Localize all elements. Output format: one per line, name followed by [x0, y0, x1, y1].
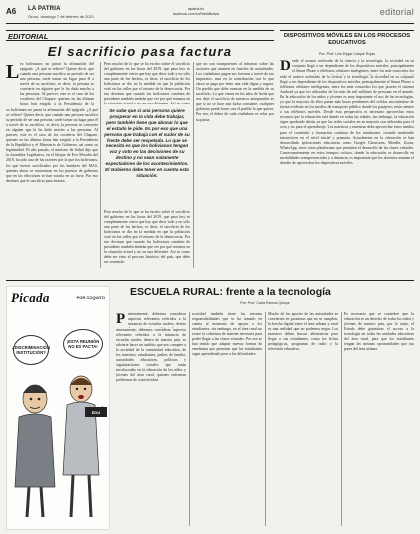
comic-strip [6, 286, 110, 530]
speech-bubble: ¡ESTA REUNIÓN NO ES PACTA! [63, 329, 103, 359]
rural-title: ESCUELA RURAL: frente a la tecnología [130, 286, 331, 298]
facebook-link[interactable]: facebook.com/LaPatriaBolivia [172, 12, 220, 16]
speech-bubble: ¿DISCRIMINACIÓN INSTITUCIÓN? [13, 335, 49, 365]
dispositivos-body: esde el avance acelerado de la ciencia y la tecnología, la sociedad en su conjunto llegó a ser dependiente de los dispositivos móviles, principalmente el Smart Phone o teléfonos celulares inteligentes, entre los más conocidos los que poseen el sistema Android ya que los utilizados de los más de mil millones de personas en el mundo. En la educación de los niños y jóvenes es muy importante el uso de las tecnologías, ya que la mayoría de ellos pasan más horas pendientes del celular, mostrándose de forma evidente en los medios de transporte público donde los pasajeros están atentos a sus teléfonos móviles. Desde esta perspectiva es necesario aprovechar estos recursos que la educación está dando en todas las edades, sin embargo, la educación sigue quedando detrás ya que las redes sociales en su mayoría son utilizadas para el ocio y no para el aprendizaje. Los maestros y maestras debe aprovechar estos medios para el contenido y formación continua de los estudiantes, creando materiales interactivos en el nivel inicial y primaria. Actualmente en la educación se han desarrollado aplicaciones educativas como Google Classroom, Moodle, Zoom, WhatsApp, entre otras plataformas que permiten el desarrollo de las clases virtuales. Consecuentemente en estos tiempos críticos, donde la educación se desarrolla en modalidades semipresenciales y a distancia, es importante que los docentes asuman el desafío de aprovechar los dispositivos móviles. [280, 75, 414, 165]
newspaper-name: LA PATRIA [28, 6, 61, 12]
dispositivos-byline: Por: Prof. Luis Edgar Calque Rojas [319, 52, 375, 56]
comic-illustration [7, 357, 111, 527]
rural-col1: rimeramente, debemos considerar aspectos relevantes referidos a la instancia de escuelas rurales, dentro de nuestro país, se advierte hacer un análisis que nos compete a la sociedad de la comunidad educativa, de los maestros, estudiantes, padres de familia, autoridades educativas, políticas y organizaciones sociales que están involucradas en la educación de los niños y jóvenes del área rural, quienes enfrentan problemas de conectividad. [116, 328, 186, 383]
editorial-col3: que no son transparentes al informar sobre las acciones que asumen en función de autoridades. Los ciudadanos pagan sus facturas a través de sus impuestos, mas en la contribución con lo que ahora se paga por tener una vida digna y segura. Un pueblo que debe avanzar en la medida de su sacrificio. Lo que vimos en los años de lucha que nos dejó el sacrificio de nuestros antepasados es que si no se hace una lucha constante, cualquier gobierno puede hacer con el pueblo lo que quiera. Por eso, el deber de cada ciudadano es velar por su patria. [196, 62, 274, 122]
editorial-pull-quote: Se sabe que si una persona quiere prosperar en la vida debe trabajar, pero también tiene que abonar lo que el estado le pide. Es por eso que una persona que trabaja con el sudor de su frente debe ser respetada. Lo que se necesita es que los bolivianos tengan voz y voto en las decisiones de su destino y no sean solamente espectadores de los acontecimientos. El Gobierno debe tener en cuenta esta situación. [104, 108, 190, 178]
rural-col4: Es necesario que se considere que la educación es un derecho de todos los niños y jóvenes de nuestro país, por lo tanto, el Estado debe garantizar el acceso a la tecnología en todas las unidades educativas del área rural, para que los estudiantes tengan las mismas oportunidades que sus pares del área urbana. [344, 312, 414, 352]
dispositivos-title: DISPOSITIVOS MÓVILES EN LOS PROCESOS EDUCATIVOS [280, 30, 414, 47]
dispositivos-article [280, 30, 414, 274]
paper-web-info [156, 7, 236, 17]
comic-sign: EDU [85, 407, 107, 417]
editorial-col2: Pero mucho de lo que se ha escrito sobre el sacrificio del gobierno en las horas del 2019, que pasa hoy es completamente cierto que hay que decir todo y no sólo una parte de los hechos, es decir, el sacrificio de los bolivianos se dio en la medida en que la población votó en las calles por el retorno de la democracia. Por eso decimos que cuando los bolivianos cambien de presidente también tendrán que ver por qué estamos en la situación actual y no en una diferente. Así es como debe ser visto el proceso histórico del país, que debe ser sostenido. [104, 210, 190, 265]
column-divider [265, 312, 266, 526]
issue-date: Oruro, domingo 7 de febrero de 2021 [28, 14, 95, 19]
editorial-dropcap: L [6, 61, 20, 83]
rural-dropcap: P [116, 311, 126, 327]
dispositivos-lead: esde el avance acelerado de la ciencia y la tecnología, la sociedad en su conjunto llegó a ser dependiente de los dispositivos móviles, principalmente el Smart Phone o teléfonos celulares inteligentes, entre los más conocidos los [292, 59, 414, 74]
editorial-article [6, 30, 274, 270]
column-divider [189, 312, 190, 526]
editorial-col2-top: Pero mucho de lo que se ha escrito sobre el sacrificio del gobierno en las horas del 2019, que pasa hoy es completamente cierto que hay que decir todo y no sólo una parte de los hechos, es decir, el sacrificio de los bolivianos se dio en la medida en que la población votó en las calles por el retorno de la democracia. Por eso decimos que cuando los bolivianos cambien de presidente también tendrán que ver por qué estamos en [104, 62, 190, 102]
rural-col3: Mucho de los aportes de las autoridades se convierten en promesas que no se cumplen, la brecha digital entre el área urbana y rural es una realidad que no podemos negar. Los maestros deben buscar alternativas para llegar a sus estudiantes, como las fichas pedagógicas, programas de radio y la televisión educativa. [268, 312, 338, 352]
character-body [15, 414, 55, 487]
editorial-title: El sacrificio pasa factura [47, 44, 233, 59]
escuela-rural-article [116, 286, 414, 530]
section-divider [6, 280, 414, 281]
dispositivos-dropcap: D [280, 58, 291, 74]
comic-author: POR COQUITO [76, 295, 105, 300]
column-divider [341, 312, 342, 526]
editorial-col1-top: os bolivianos no paran la afirmación del epígrafe. ¿A qué se refiere? Quiere decir, que cuando una persona sacrifica su período de ser una persona, suele tomar un lugar para él a través de su sacrificio, es decir, la persona se convierte en alguien que le ha dado mucho a las personas. Al parecer, este es el caso de los cocaleros del Chapare, quienes en las últimas horas han exigido a la Presidencia de la [20, 62, 94, 106]
rural-byline: Por: Prof. Carla Ramos Quispe [240, 301, 290, 305]
editorial-col1: os bolivianos no paran la afirmación del epígrafe. ¿A qué se refiere? Quiere decir, que cuando una persona sacrifica su período de ser una persona, suele tomar un lugar para él a través de su sacrificio, es decir, la persona se convierte en alguien que le ha dado mucho a las personas. Al parecer, este es el caso de los cocaleros del Chapare, quienes en las últimas horas han exigido a la Presidencia de la República y el Ministerio de Gobierno, así como su legitimidad. El año pasado, el ministro de Salud dijo que la Asamblea Legislativa, en el bloque de Evo Morales del 2019, ha sido una de las razones por la que los bolivianos, los que fueron sacrificados por los hombres del MAS, quienes ahora se encuentran en los puestos de gobierno que en las elecciones se han votado en su favor. Por eso decimos que el sacrificio pasa factura. [6, 108, 98, 183]
editorial-tag: EDITORIAL [6, 30, 274, 41]
comic-brand: Picada [11, 290, 50, 305]
website-link[interactable]: lapatria.bo [187, 7, 205, 11]
page-header [6, 4, 414, 24]
section-name: editorial [379, 7, 414, 17]
rural-col2: sociedad también tiene las mismas responsabilidades que se ha tomado en cuenta al momento de apoyar a los estudiantes, sin embargo, en el área rural no existe la cobertura de internet necesaria para poder llegar a las clases virtuales. Por eso se han tenido que adaptar nuevas formas de enseñanza que permitan que los estudiantes sigan aprendiendo pese a las dificultades. [192, 312, 262, 357]
character-hair [23, 385, 47, 393]
page-number: A6 [6, 7, 17, 16]
column-divider [100, 62, 101, 268]
column-divider [193, 62, 194, 268]
rural-lead: rimeramente, debemos considerar aspectos relevantes referidos a la instancia de escuelas rurales, dentro [128, 312, 186, 327]
